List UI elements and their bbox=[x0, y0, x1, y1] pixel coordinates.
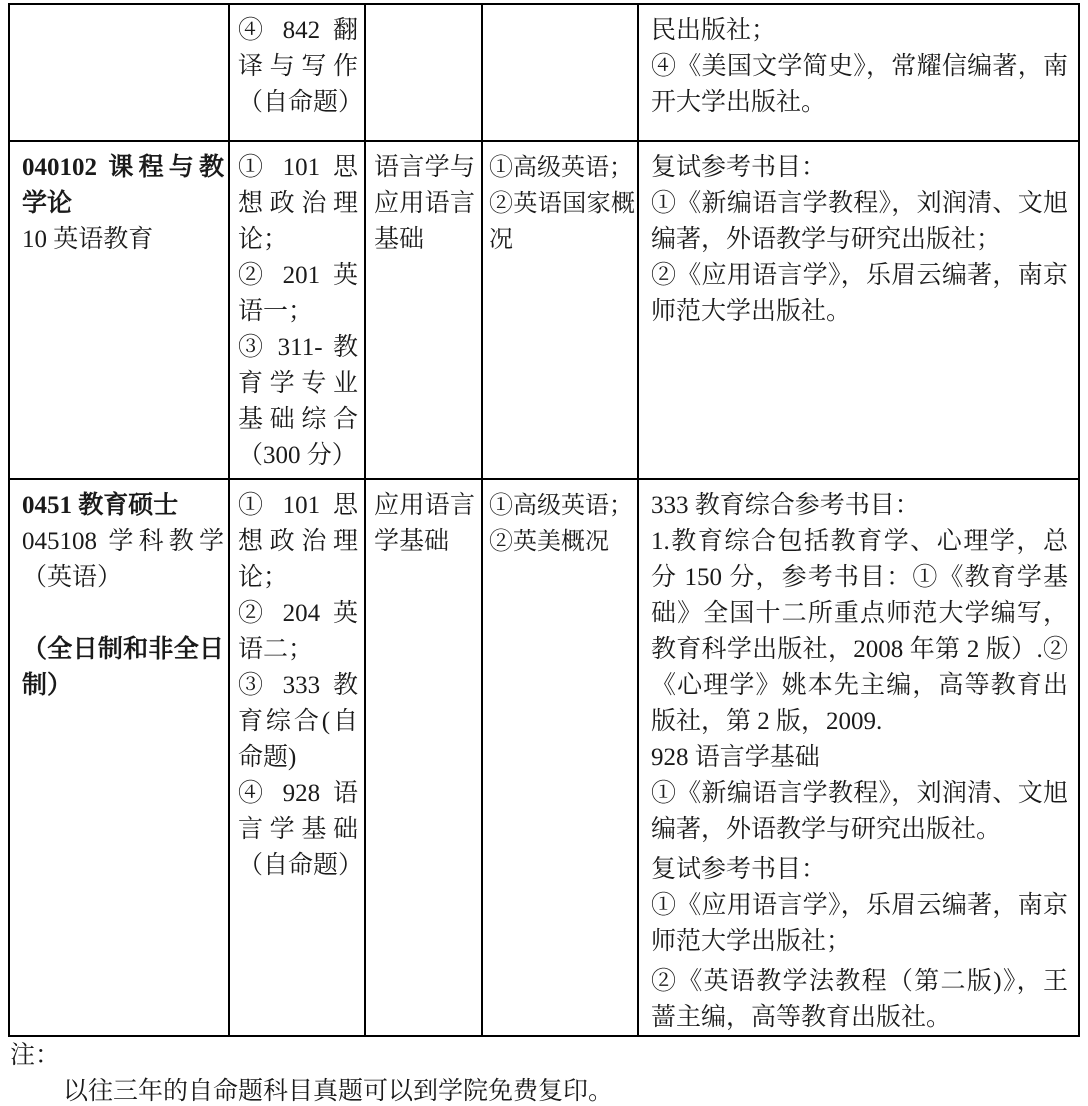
cell-retest-subject bbox=[365, 4, 482, 141]
exam-subject-item: ② 201 英语一； bbox=[238, 262, 358, 325]
additional-subject-item: ②英美概况 bbox=[489, 529, 609, 555]
table-row-0451 bbox=[9, 479, 1079, 1036]
reference-item: ②《应用语言学》，乐眉云编著，南京师范大学出版社。 bbox=[651, 262, 1068, 325]
footnote-text: 以往三年的自命题科目真题可以到学院免费复印。 bbox=[63, 1078, 614, 1105]
exam-subject-item: ③ 333 教育综合(自命题) bbox=[238, 672, 358, 771]
additional-subject-item: ②英语国家概况 bbox=[489, 191, 635, 253]
footnote-label: 注： bbox=[10, 1042, 61, 1069]
cell-initial-exam-subjects bbox=[229, 4, 365, 141]
cell-program bbox=[9, 479, 229, 1036]
reference-item: ④《美国文学简史》，常耀信编著，南开大学出版社。 bbox=[651, 53, 1068, 116]
exam-subject-item: ① 101 思想政治理论； bbox=[238, 492, 358, 591]
table-row-040102 bbox=[9, 141, 1079, 479]
retest-subject: 应用语言学基础 bbox=[374, 492, 475, 555]
cell-additional-subjects bbox=[482, 141, 638, 479]
additional-subject-item: ①高级英语； bbox=[489, 155, 633, 181]
cell-initial-exam-subjects bbox=[229, 141, 365, 479]
cell-program bbox=[9, 141, 229, 479]
reference-item: ②《英语教学法教程（第二版)》，王蔷主编，高等教育出版社。 bbox=[651, 968, 1068, 1031]
admission-exam-table bbox=[8, 3, 1080, 1037]
reference-item: 民出版社； bbox=[651, 17, 777, 44]
cell-additional-subjects bbox=[482, 4, 638, 141]
program-mode: （全日制和非全日制） bbox=[22, 636, 224, 699]
reference-item: 1.教育综合包括教育学、心理学，总分 150 分，参考书目：①《教育学基础》全国十二所重点师范大学编写，教育科学出版社，2008 年第 2 版）.②《心理学》姚本先主编，高等教育出版社，第 2 版，2009. bbox=[651, 528, 1068, 735]
program-specialty-language: （英语） bbox=[22, 564, 123, 591]
exam-subject-item: ① 101 思想政治理论； bbox=[238, 154, 358, 253]
cell-references bbox=[638, 4, 1079, 141]
exam-subject-item: ③ 311- 教育学专业基础综合（300 分） bbox=[238, 334, 358, 469]
cell-initial-exam-subjects bbox=[229, 479, 365, 1036]
table-row-continuation bbox=[9, 4, 1079, 141]
program-direction: 10 英语教育 bbox=[22, 226, 154, 253]
reference-heading: 复试参考书目： bbox=[651, 856, 827, 883]
cell-references bbox=[638, 141, 1079, 479]
program-code-name: 040102 课程与教学论 bbox=[22, 154, 224, 217]
reference-item: ①《应用语言学》，乐眉云编著，南京师范大学出版社； bbox=[651, 892, 1068, 955]
reference-item: ①《新编语言学教程》，刘润清、文旭编著，外语教学与研究出版社。 bbox=[651, 780, 1068, 843]
cell-retest-subject bbox=[365, 479, 482, 1036]
footnote bbox=[10, 1038, 1070, 1106]
reference-heading: 333 教育综合参考书目： bbox=[651, 492, 920, 519]
program-code-name: 0451 教育硕士 bbox=[22, 492, 179, 519]
reference-heading: 928 语言学基础 bbox=[651, 744, 820, 771]
reference-item: ①《新编语言学教程》，刘润清、文旭编著，外语教学与研究出版社； bbox=[651, 190, 1068, 253]
cell-additional-subjects bbox=[482, 479, 638, 1036]
reference-heading: 复试参考书目： bbox=[651, 154, 827, 181]
cell-retest-subject bbox=[365, 141, 482, 479]
retest-subject: 语言学与应用语言基础 bbox=[374, 154, 475, 253]
cell-references bbox=[638, 479, 1079, 1036]
cell-program bbox=[9, 4, 229, 141]
exam-subject-item: ④ 928 语言学基础（自命题） bbox=[238, 780, 364, 879]
exam-subject-item: ④ 842 翻译与写作（自命题） bbox=[238, 17, 364, 116]
program-specialty: 045108 学科教学 bbox=[22, 528, 224, 555]
additional-subject-item: ①高级英语； bbox=[489, 493, 633, 519]
exam-subject-item: ② 204 英语二； bbox=[238, 600, 358, 663]
